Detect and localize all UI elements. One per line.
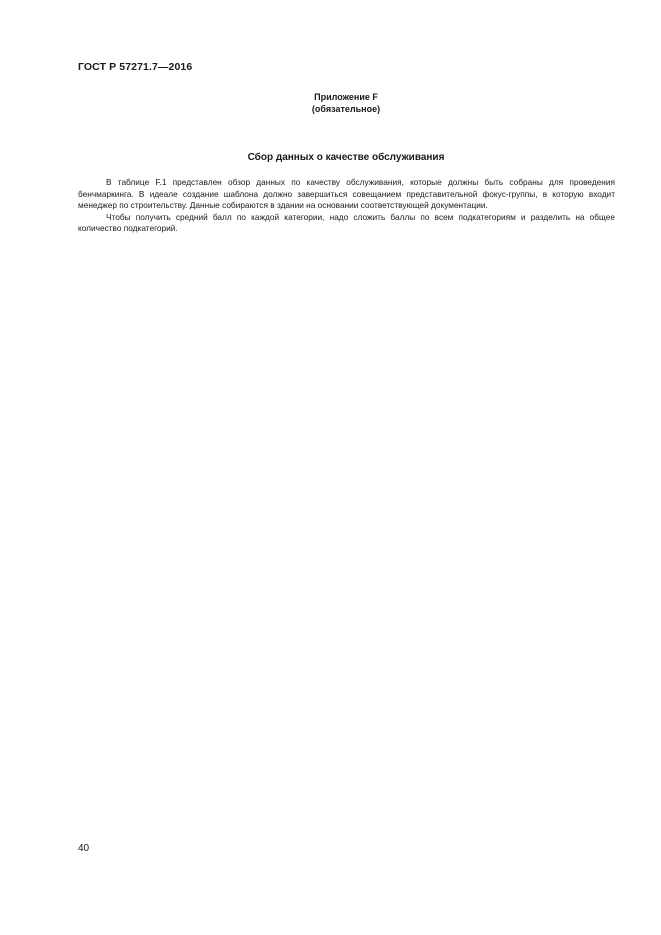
paragraph: В таблице F.1 представлен обзор данных по качеству обслуживания, которые должны быть собраны для проведения бенчмаркинга. В идеале создание шаблона должно завершиться совещанием представительной фокус-группы, в которую входит менеджер по строительству. Данные собираются в здании на основании соответствующей документации. xyxy=(78,177,615,211)
section-title: Сбор данных о качестве обслуживания xyxy=(247,152,445,163)
standard-code: ГОСТ Р 57271.7—2016 xyxy=(78,61,193,73)
appendix-status: (обязательное) xyxy=(311,104,381,114)
page-number: 40 xyxy=(78,843,90,854)
paragraph: Чтобы получить средний балл по каждой категории, надо сложить баллы по всем подкатегориям и разделить на общее количество подкатегорий. xyxy=(78,211,615,234)
appendix-heading xyxy=(0,91,661,115)
body-text xyxy=(78,177,615,235)
appendix-title: Приложение F xyxy=(314,92,378,102)
